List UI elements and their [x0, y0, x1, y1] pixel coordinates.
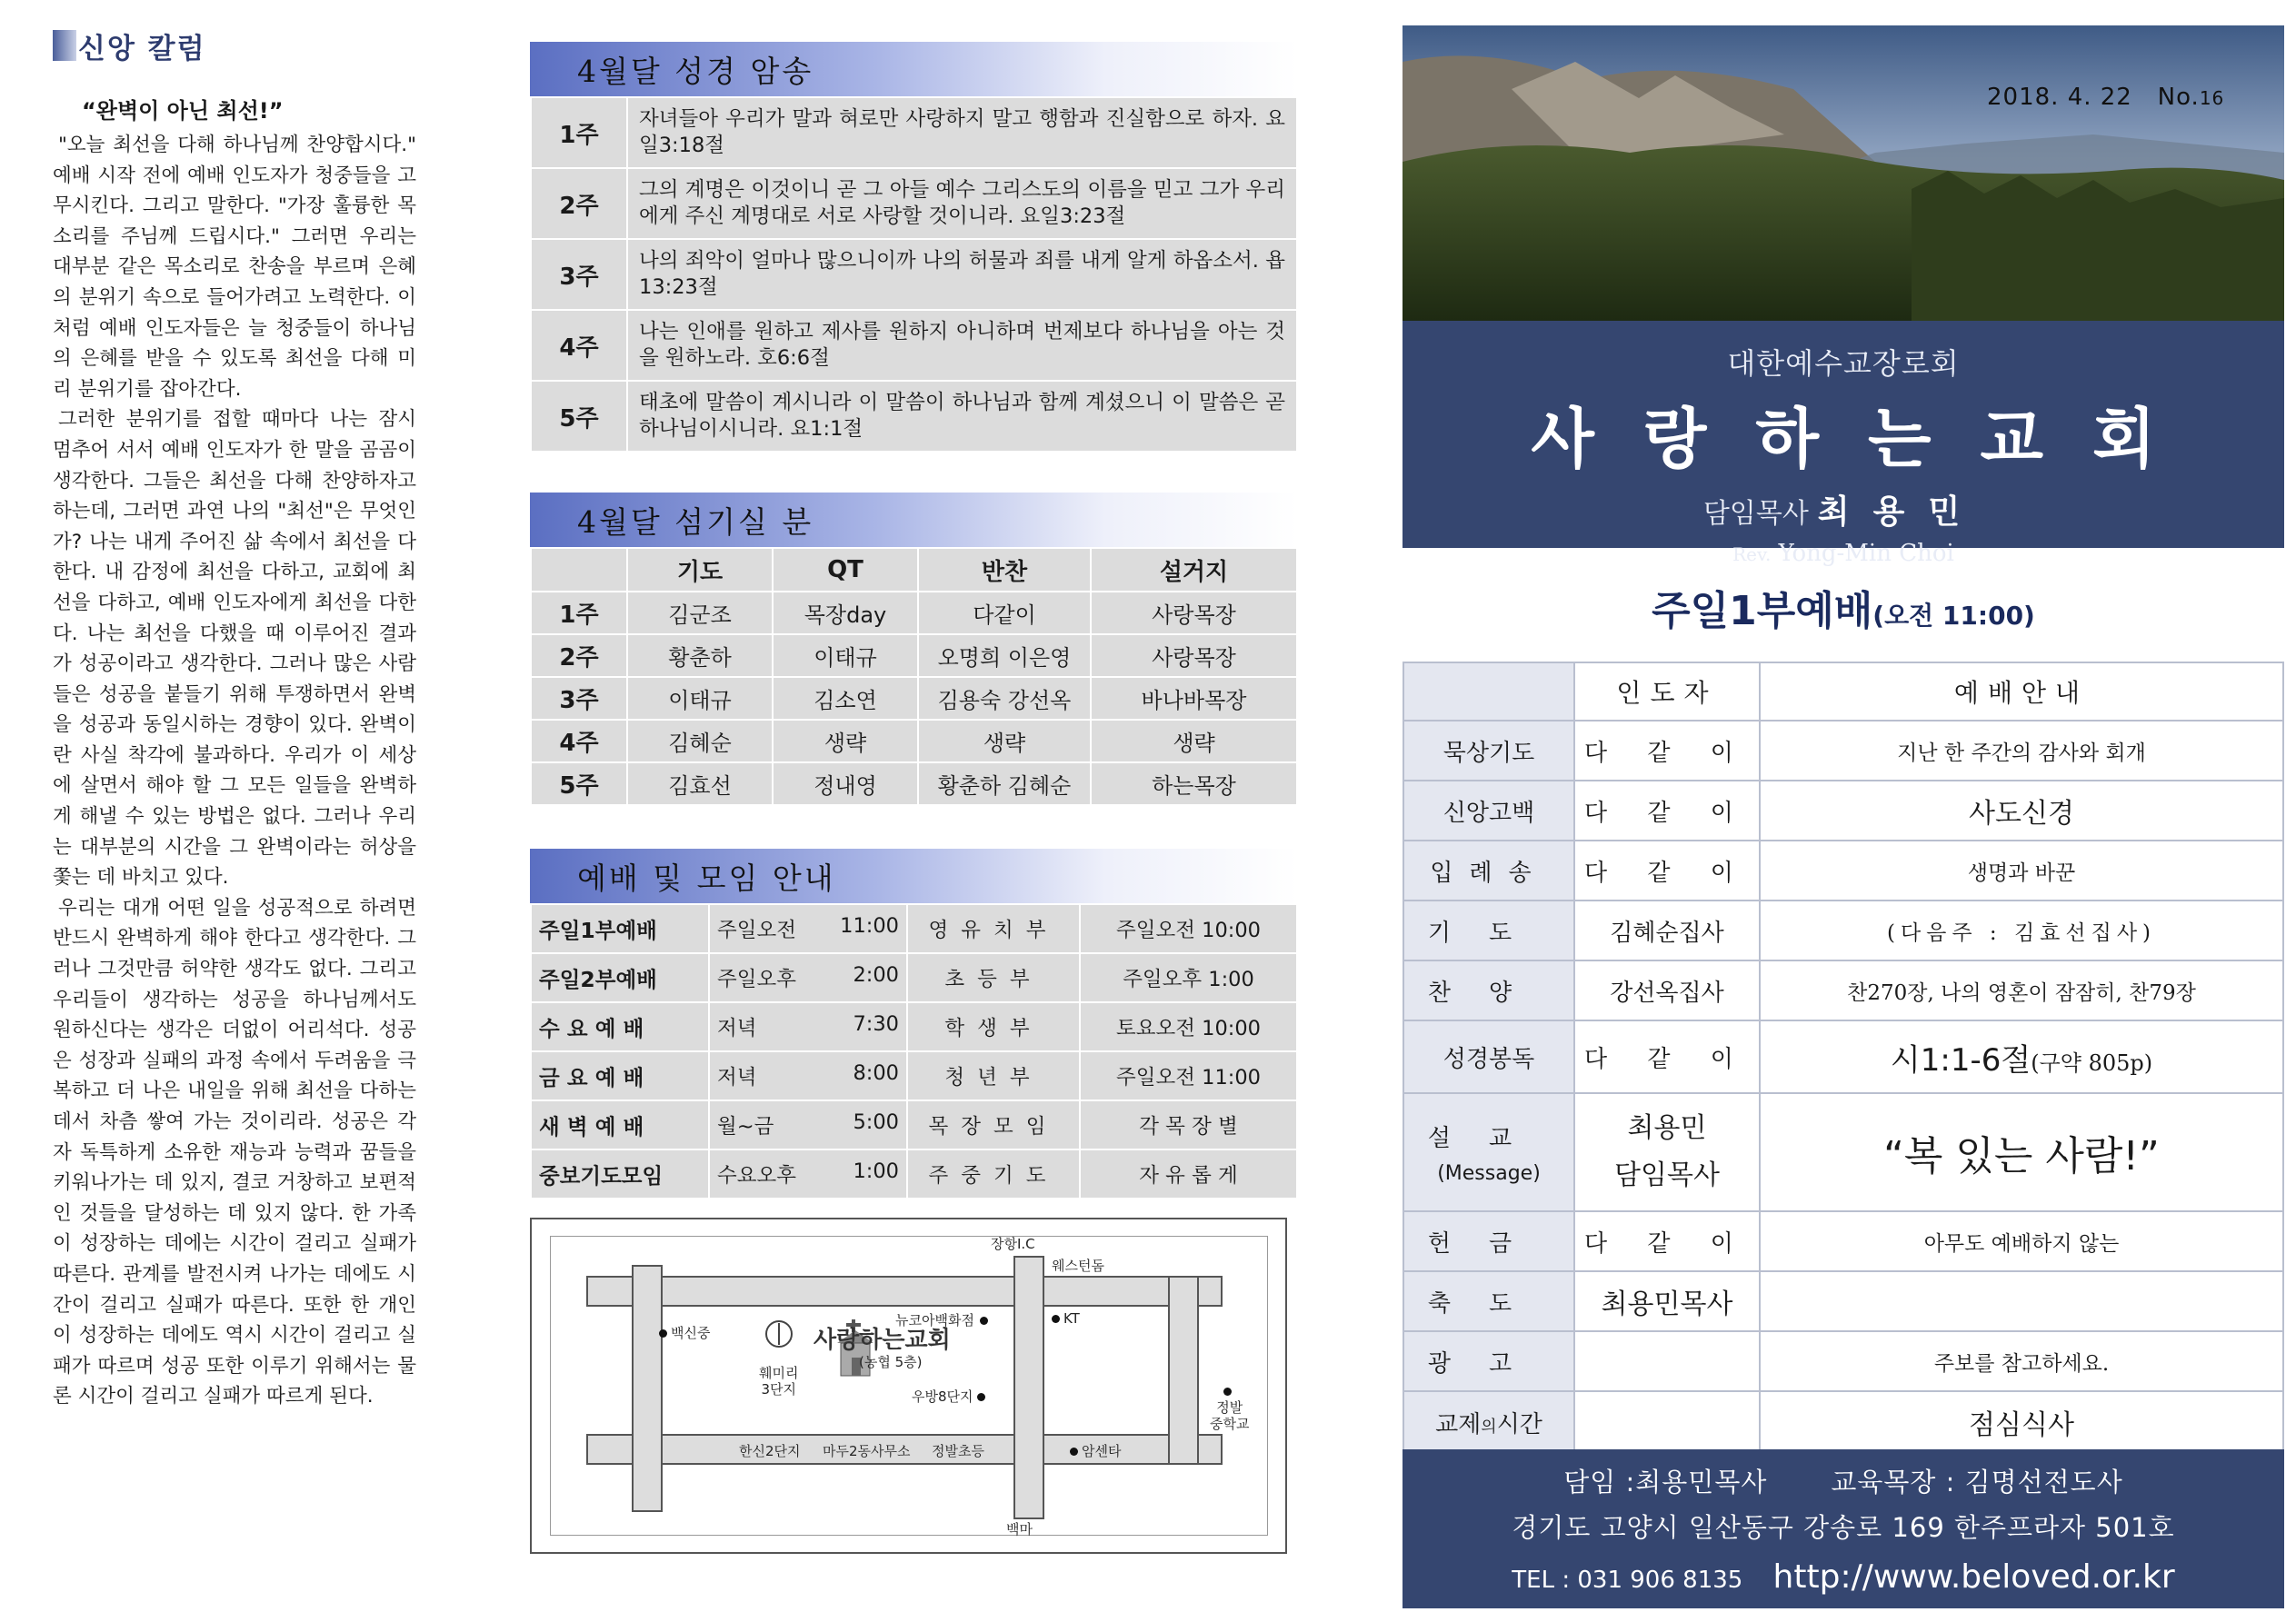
column-heading: “완벽이 아닌 최선!”	[82, 98, 284, 124]
table-cell: 교제의시간	[1403, 1391, 1574, 1453]
table-cell: 주일오후 1:00	[1080, 953, 1297, 1002]
table-header-cell: 반찬	[918, 548, 1091, 592]
table-cell: 생략	[1091, 720, 1297, 762]
table-cell: 수요오후 1:00	[709, 1149, 907, 1199]
table-cell: 자 유 롭 게	[1080, 1149, 1297, 1199]
table-cell: 2주	[531, 634, 627, 677]
table-cell: 주일오후 2:00	[709, 953, 907, 1002]
map-dot	[1223, 1388, 1232, 1396]
table-cell: 3주	[531, 677, 627, 720]
table-cell: 토요오전 10:00	[1080, 1002, 1297, 1051]
map-label-ic: 장항I.C	[991, 1236, 1035, 1252]
faith-column	[53, 25, 416, 1570]
table-cell: 오명희 이은영	[918, 634, 1091, 677]
worship-order-table	[1403, 662, 2284, 1454]
table-cell: 주일오전 10:00	[1080, 904, 1297, 953]
table-cell: 최용민 담임목사	[1574, 1093, 1760, 1211]
table-cell: 묵상기도	[1403, 721, 1574, 781]
footer-tel: TEL : 031 906 8135	[1512, 1567, 1743, 1594]
table-row	[1403, 1093, 2283, 1211]
table-cell: 기도	[1403, 901, 1574, 960]
table-cell: 주일오전 11:00	[709, 904, 907, 953]
table-row	[1403, 841, 2283, 901]
table-header-cell	[1403, 662, 1574, 721]
table-cell: 최용민목사	[1574, 1271, 1760, 1331]
table-row	[531, 168, 1297, 239]
map-label-hansin: 한신2단지	[739, 1443, 801, 1459]
map-dot	[659, 1329, 667, 1338]
table-cell: 월~금 5:00	[709, 1100, 907, 1149]
table-cell: 자녀들아 우리가 말과 혀로만 사랑하지 말고 행함과 진실함으로 하자. 요일3:18절	[627, 97, 1297, 168]
table-cell: 황춘하	[627, 634, 773, 677]
map-road	[632, 1265, 663, 1512]
map-label-amcenter: 암센타	[1070, 1441, 1121, 1460]
table-row	[1403, 1211, 2283, 1271]
table-cell: 설교 (Message)	[1403, 1093, 1574, 1211]
title-bar-decoration	[53, 30, 76, 61]
table-cell: 저녁 7:30	[709, 1002, 907, 1051]
map-label-baekma: 백마	[1006, 1521, 1033, 1537]
table-cell: 사랑목장	[1091, 634, 1297, 677]
denomination: 대한예수교장로회	[1727, 346, 1960, 381]
table-row	[1403, 1271, 2283, 1331]
mountain-photo	[1403, 25, 2284, 321]
pastor-english: Rev. Yong-Min Choi	[1732, 540, 1954, 567]
table-row	[531, 634, 1297, 677]
table-cell: 김소연	[773, 677, 918, 720]
table-cell: 주보를 참고하세요.	[1760, 1331, 2283, 1391]
table-cell: 김군조	[627, 592, 773, 634]
table-cell: 나는 인애를 원하고 제사를 원하지 아니하며 번제보다 하나님을 아는 것을 원하노라. 호6:6절	[627, 310, 1297, 381]
location-map	[530, 1218, 1287, 1554]
table-row	[1403, 1020, 2283, 1093]
table-cell	[1574, 1391, 1760, 1453]
table-cell: 주일1부예배	[531, 904, 709, 953]
table-cell	[1574, 1331, 1760, 1391]
table-cell: 사도신경	[1760, 781, 2283, 841]
table-row	[1403, 960, 2283, 1020]
table-row	[531, 677, 1297, 720]
church-masthead	[1403, 321, 2284, 567]
table-cell: 4주	[531, 720, 627, 762]
map-dot	[1070, 1448, 1078, 1456]
map-label-madu: 마두2동사무소	[823, 1443, 911, 1459]
table-cell: 생략	[773, 720, 918, 762]
table-header-cell: 예배안내	[1760, 662, 2283, 721]
table-row	[531, 1051, 1297, 1100]
table-cell: 2주	[531, 168, 627, 239]
map-road	[586, 1276, 1223, 1307]
footer-url[interactable]: http://www.beloved.or.kr	[1772, 1558, 2175, 1596]
meetings-table	[530, 903, 1298, 1199]
service-duty-header: 4월달 섬기실 분	[530, 493, 1298, 547]
table-cell: (다음주 : 김효선집사)	[1760, 901, 2283, 960]
map-label-wemiri: 훼미리 3단지	[759, 1365, 799, 1398]
table-row	[531, 97, 1297, 168]
table-cell: 3주	[531, 239, 627, 310]
pastor-line: 담임목사 최용민	[1702, 493, 1984, 531]
table-cell: 각 목 장 별	[1080, 1100, 1297, 1149]
table-cell: 새 벽 예 배	[531, 1100, 709, 1149]
map-label-newcore: 뉴코아백화점	[895, 1310, 992, 1329]
table-cell: 저녁 8:00	[709, 1051, 907, 1100]
table-cell: 입례송	[1403, 841, 1574, 901]
table-row	[1403, 1391, 2283, 1453]
footer-address: 경기도 고양시 일산동구 강송로 169 한주프라자 501호	[1512, 1512, 2175, 1543]
mountain-landscape-image	[1403, 25, 2284, 321]
table-row	[1403, 721, 2283, 781]
issue-date: 2018. 4. 22 No.16	[1987, 84, 2225, 111]
table-cell: 주일2부예배	[531, 953, 709, 1002]
table-cell: 지난 한 주간의 감사와 회개	[1760, 721, 2283, 781]
map-church-sub: (농협 5층)	[859, 1354, 923, 1370]
service-duty-table	[530, 547, 1298, 806]
table-row	[1403, 781, 2283, 841]
table-cell: 중보기도모임	[531, 1149, 709, 1199]
table-cell: 4주	[531, 310, 627, 381]
footer-contact	[1403, 1558, 2284, 1596]
table-header-cell: 기도	[627, 548, 773, 592]
table-cell: 1주	[531, 97, 627, 168]
table-cell: 목장모임	[907, 1100, 1080, 1149]
table-cell: 김혜순	[627, 720, 773, 762]
table-cell: 나의 죄악이 얼마나 많으니이까 나의 허물과 죄를 내게 알게 하옵소서. 욥13:23절	[627, 239, 1297, 310]
map-label-weston: 웨스턴돔	[1052, 1258, 1104, 1274]
table-header-row	[531, 548, 1297, 592]
table-header-cell	[531, 548, 627, 592]
table-row	[531, 953, 1297, 1002]
column-body	[53, 130, 416, 1412]
table-cell: 그의 계명은 이것이니 곧 그 아들 예수 그리스도의 이름을 믿고 그가 우리에게 주신 계명대로 서로 사랑할 것이니라. 요일3:23절	[627, 168, 1297, 239]
table-cell: 시1:1-6절(구약 805p)	[1760, 1020, 2283, 1093]
table-header-cell: 인도자	[1574, 662, 1760, 721]
table-cell: 영유치부	[907, 904, 1080, 953]
meetings-header: 예배 및 모임 안내	[530, 849, 1298, 903]
table-cell: 수 요 예 배	[531, 1002, 709, 1051]
table-cell: 점심식사	[1760, 1391, 2283, 1453]
memory-verse-table	[530, 96, 1298, 453]
table-cell: 찬270장, 나의 영혼이 잠잠히, 찬79장	[1760, 960, 2283, 1020]
table-cell: 바나바목장	[1091, 677, 1297, 720]
table-cell: 성경봉독	[1403, 1020, 1574, 1093]
column-paragraph: 그러한 분위기를 접할 때마다 나는 잠시 멈추어 서서 예배 인도자가 한 말을 곰곰이 생각한다. 그들은 최선을 다해 찬양하자고 하는데, 그러면 과연 나의 "최선"은 무엇인가? 나는 내게 주어진 삶 속에서 최선을 다한다. 내 감정에 최선을 다하고, 교회에 최선을 다하고, 예배 인도자에게 최선을 다한다. 나는 최선을 다했을 때 이루어진 결과가 성공이라고 생각한다. 그러나 많은 사람들은 성공을 붙들기 위해 투쟁하면서 완벽을 성공과 동일시하는 경향이 있다. 완벽이란 사실 착각에 불과하다. 우리가 이 세상에 살면서 해야 할 그 모든 일들을 완벽하게 해낼 수 있는 방법은 없다. 그러나 우리는 대부분의 시간을 그 완벽이라는 허상을 쫓는 데 바치고 있다.	[53, 408, 416, 890]
table-row	[531, 720, 1297, 762]
map-label-jeongbal-es: 정발초등	[932, 1443, 984, 1459]
table-cell: 이태규	[627, 677, 773, 720]
map-label-kt: KT	[1052, 1310, 1080, 1327]
table-cell: 주중기도	[907, 1149, 1080, 1199]
table-header-row	[1403, 662, 2283, 721]
table-cell: 5주	[531, 762, 627, 805]
table-row	[531, 1149, 1297, 1199]
table-cell: 다 같 이	[1574, 1211, 1760, 1271]
table-row	[1403, 901, 2283, 960]
church-footer	[1403, 1449, 2284, 1608]
table-row	[531, 381, 1297, 452]
table-cell: 사랑목장	[1091, 592, 1297, 634]
table-cell: 주일오전 11:00	[1080, 1051, 1297, 1100]
table-row	[531, 762, 1297, 805]
table-cell: 1주	[531, 592, 627, 634]
table-cell: 김효선	[627, 762, 773, 805]
table-cell: 이태규	[773, 634, 918, 677]
table-cell	[1760, 1271, 2283, 1331]
table-cell: 김혜순집사	[1574, 901, 1760, 960]
worship-title: 주일1부예배(오전 11:00)	[1652, 588, 2035, 634]
church-name: 사랑하는교회	[1531, 401, 2205, 477]
table-cell: 5주	[531, 381, 627, 452]
table-cell: 찬양	[1403, 960, 1574, 1020]
map-label-baeksin: 백신중	[659, 1323, 710, 1342]
table-header-cell: 설거지	[1091, 548, 1297, 592]
table-cell: 황춘하 김혜순	[918, 762, 1091, 805]
memory-verse-header: 4월달 성경 암송	[530, 42, 1298, 96]
table-cell: 다 같 이	[1574, 721, 1760, 781]
table-cell: 하는목장	[1091, 762, 1297, 805]
table-row	[531, 310, 1297, 381]
table-cell: 김용숙 강선옥	[918, 677, 1091, 720]
table-cell: 축도	[1403, 1271, 1574, 1331]
map-label-woobang: 우방8단지	[912, 1387, 989, 1406]
footer-staff: 담임 :최용민목사 교육목장 : 김명선전도사	[1563, 1467, 2123, 1498]
table-cell: 청년부	[907, 1051, 1080, 1100]
table-cell: 생명과 바꾼	[1760, 841, 2283, 901]
table-cell: 생략	[918, 720, 1091, 762]
table-row	[531, 1002, 1297, 1051]
table-row	[531, 239, 1297, 310]
map-church-name: 사랑하는교회	[814, 1327, 951, 1354]
table-cell: 다 같 이	[1574, 841, 1760, 901]
table-cell: 학생부	[907, 1002, 1080, 1051]
map-road	[1168, 1276, 1199, 1465]
table-cell: 초등부	[907, 953, 1080, 1002]
map-dot	[977, 1393, 985, 1401]
table-cell: “복 있는 사람!”	[1760, 1093, 2283, 1211]
table-cell: 다 같 이	[1574, 1020, 1760, 1093]
map-label-jeongbal-ms: 정발 중학교	[1210, 1383, 1249, 1432]
column-paragraph: "오늘 최선을 다해 하나님께 찬양합시다." 예배 시작 전에 예배 인도자가 청중들을 고무시킨다. 그리고 말한다. "가장 훌륭한 목소리를 주님께 드립시다." 그러면 우리는 대부분 같은 목소리로 찬송을 부르며 은혜의 분위기 속으로 들어가려고 노력한다. 이처럼 예배 인도자들은 늘 청중들이 하나님의 은혜를 받을 수 있도록 최선을 다해 미리 분위기를 잡아간다.	[53, 134, 416, 401]
table-cell: 광고	[1403, 1331, 1574, 1391]
column-paragraph: 우리는 대개 어떤 일을 성공적으로 하려면 반드시 완벽하게 해야 한다고 생각한다. 그러나 그것만큼 허약한 생각도 없다. 그리고 우리들이 생각하는 성공을 하나님께서도 원하신다는 생각은 더없이 어리석다. 성공은 성장과 실패의 과정 속에서 두려움을 극복하고 더 나은 내일을 위해 최선을 다하는 데서 차츰 쌓여 가는 것이리라. 성공은 각자 독특하게 소유한 재능과 능력과 꿈들을 키워나가는 데 있지, 결코 거창하고 보편적인 것들을 달성하는 데 있지 않다. 한 가족이 성장하는 데에는 시간이 걸리고 실패가 따른다. 관계를 발전시켜 나가는 데에도 시간이 걸리고 실패가 따른다. 또한 한 개인이 성장하는 데에도 역시 시간이 걸리고 실패가 따르며 성공 또한 이루기 위해서는 물론 시간이 걸리고 실패가 따르게 된다.	[53, 896, 416, 1408]
table-cell: 금 요 예 배	[531, 1051, 709, 1100]
map-dot	[1052, 1315, 1060, 1323]
table-cell: 헌금	[1403, 1211, 1574, 1271]
table-cell: 다 같 이	[1574, 781, 1760, 841]
table-header-cell: QT	[773, 548, 918, 592]
table-row	[531, 904, 1297, 953]
table-cell: 아무도 예배하지 않는	[1760, 1211, 2283, 1271]
table-cell: 정내영	[773, 762, 918, 805]
table-row	[531, 1100, 1297, 1149]
table-row	[531, 592, 1297, 634]
table-row	[1403, 1331, 2283, 1391]
table-cell: 다같이	[918, 592, 1091, 634]
table-cell: 신앙고백	[1403, 781, 1574, 841]
table-cell: 강선옥집사	[1574, 960, 1760, 1020]
table-cell: 태초에 말씀이 계시니라 이 말씀이 하나님과 함께 계셨으니 이 말씀은 곧 하나님이시니라. 요1:1절	[627, 381, 1297, 452]
table-cell: 목장day	[773, 592, 918, 634]
column-title: 신앙 칼럼	[53, 25, 416, 65]
